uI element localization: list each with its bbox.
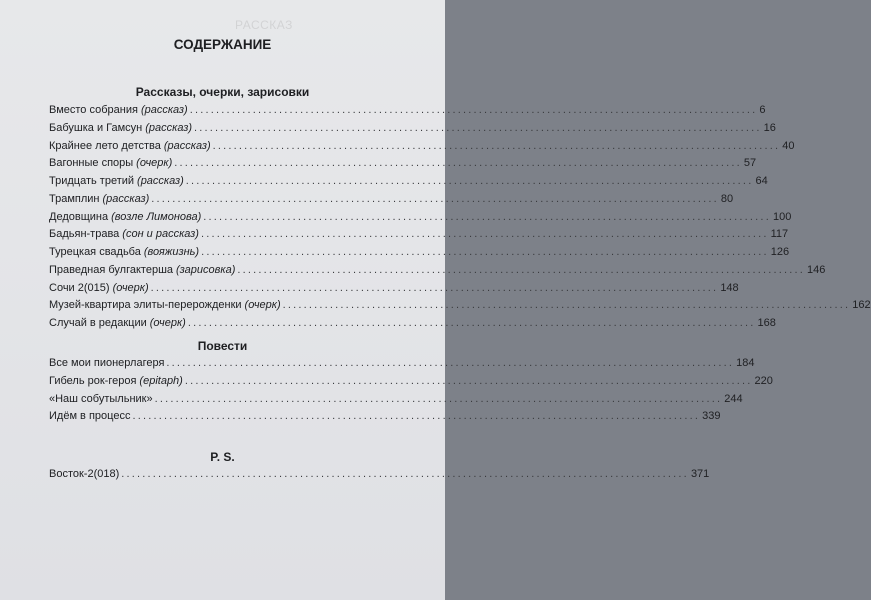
entry-genre: (очерк) (149, 317, 186, 329)
page-title: СОДЕРЖАНИЕ (173, 37, 272, 52)
toc-entry (49, 157, 757, 173)
dot-leader: ............................................................................................................ (154, 393, 723, 405)
entry-title: Бадьян-трава (49, 228, 120, 240)
dot-leader: ............................................................................................................ (174, 157, 742, 169)
dot-leader: ............................................................................................................ (132, 410, 701, 422)
entry-page-number: 244 (724, 393, 743, 405)
dot-leader: ............................................................................................................ (187, 317, 756, 329)
toc-entry (49, 393, 743, 409)
entry-genre: (рассказ) (102, 193, 150, 205)
dot-leader: ............................................................................................................ (189, 104, 758, 116)
dot-leader: ............................................................................................................ (237, 264, 806, 276)
entry-title: Вместо собрания (49, 104, 138, 116)
dot-leader: ............................................................................................................ (201, 246, 769, 258)
entry-page-number: 80 (720, 193, 734, 205)
entry-page-number: 126 (770, 246, 790, 258)
bleed-through-text: РАССКАЗ (235, 18, 293, 32)
entry-genre: (очерк) (112, 282, 149, 294)
section-heading-novellas: Повести (197, 339, 248, 353)
entry-title: «Наш собутыльник» (49, 393, 153, 405)
entry-genre: (очерк) (136, 157, 173, 169)
toc-entry (49, 299, 871, 315)
entry-genre: (рассказ) (145, 122, 192, 134)
toc-entry (49, 193, 734, 209)
entry-page-number: 148 (720, 282, 739, 294)
entry-genre: (очерк) (244, 299, 281, 311)
toc-entry (49, 228, 789, 244)
toc-entry (49, 246, 790, 262)
entry-page-number: 371 (690, 468, 710, 480)
entry-genre: (сон и рассказ) (122, 228, 199, 240)
entry-genre: (вояжизнь) (143, 246, 200, 258)
entry-genre: (рассказ) (140, 104, 188, 116)
entry-page-number: 64 (755, 175, 768, 187)
toc-entry (49, 175, 768, 191)
entry-genre: (зарисовка) (176, 264, 236, 276)
dot-leader: ............................................................................................................ (121, 468, 689, 480)
dot-leader: ............................................................................................................ (185, 175, 754, 187)
dot-leader: ............................................................................................................ (212, 140, 781, 152)
dot-leader: ............................................................................................................ (184, 375, 753, 387)
dot-leader: ............................................................................................................ (150, 282, 719, 294)
entry-genre: (возле Лимонова) (111, 211, 202, 223)
toc-entry (49, 317, 776, 333)
entry-title: Бабушка и Гамсун (49, 122, 143, 134)
dot-leader: ............................................................................................................ (200, 228, 769, 240)
toc-entry (49, 357, 755, 373)
toc-entry (49, 468, 710, 484)
entry-title: Крайнее лето детства (49, 140, 161, 152)
dot-leader: ............................................................................................................ (166, 357, 735, 369)
toc-entry (49, 140, 795, 156)
entry-page-number: 339 (702, 410, 721, 422)
entry-title: Случай в редакции (49, 317, 147, 329)
entry-genre: (epitaph) (139, 375, 183, 387)
entry-page-number: 162 (852, 299, 871, 311)
entry-title: Дедовщина (49, 211, 109, 223)
entry-genre: (рассказ) (137, 175, 184, 187)
toc-entry (49, 282, 739, 298)
entry-page-number: 6 (759, 104, 766, 116)
entry-title: Трамплин (49, 193, 100, 205)
dot-leader: ............................................................................................................ (282, 299, 851, 311)
entry-title: Все мои пионерлагеря (49, 357, 165, 369)
dot-leader: ............................................................................................................ (194, 122, 762, 134)
entry-page-number: 100 (772, 211, 792, 223)
dot-leader: ............................................................................................................ (151, 193, 719, 205)
toc-entry (49, 122, 776, 138)
entry-page-number: 184 (736, 357, 755, 369)
entry-page-number: 16 (763, 122, 776, 134)
entry-title: Праведная булгактерша (49, 264, 174, 276)
toc-entry (49, 211, 792, 227)
toc-entry (49, 104, 766, 120)
section-heading-ps: P. S. (210, 450, 235, 464)
entry-title: Идём в процесс (49, 410, 131, 422)
toc-entry (49, 375, 773, 391)
entry-title: Сочи 2(015) (49, 282, 110, 294)
entry-genre: (рассказ) (163, 140, 211, 152)
entry-title: Восток-2(018) (49, 468, 120, 480)
entry-title: Гибель рок-героя (49, 375, 137, 387)
entry-page-number: 57 (743, 157, 757, 169)
entry-page-number: 40 (782, 140, 795, 152)
entry-title: Тридцать третий (49, 175, 135, 187)
entry-title: Вагонные споры (49, 157, 134, 169)
toc-entry (49, 264, 826, 280)
section-heading-stories: Рассказы, очерки, зарисовки (135, 85, 310, 99)
dot-leader: ............................................................................................................ (203, 211, 771, 223)
entry-page-number: 220 (754, 375, 773, 387)
entry-title: Турецкая свадьба (49, 246, 141, 258)
entry-title: Музей-квартира элиты-перерожденки (49, 299, 242, 311)
entry-page-number: 146 (807, 264, 826, 276)
entry-page-number: 168 (757, 317, 776, 329)
entry-page-number: 117 (770, 228, 789, 240)
toc-entry (49, 410, 721, 426)
